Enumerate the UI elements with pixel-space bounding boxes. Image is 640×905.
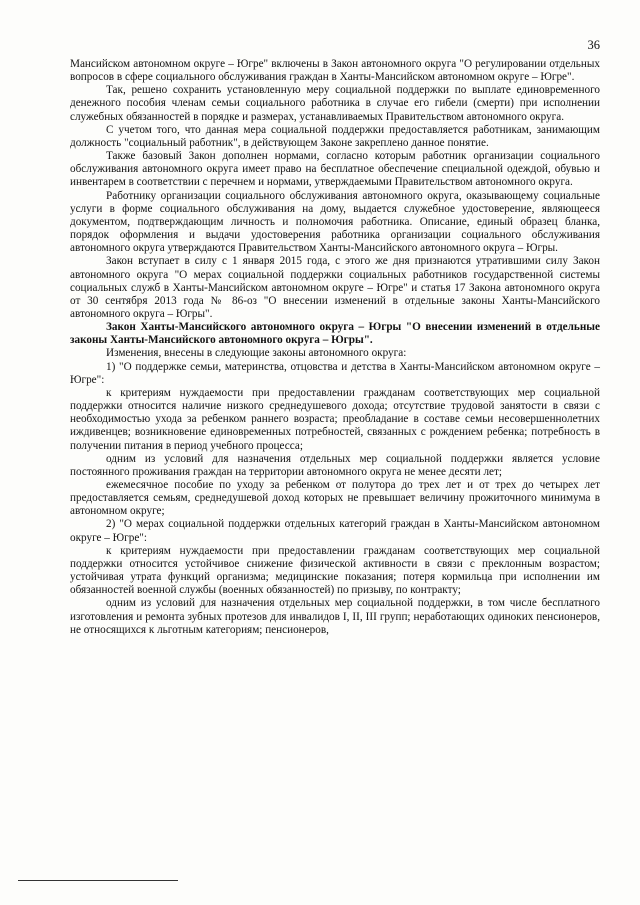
paragraph: С учетом того, что данная мера социальной поддержки предоставляется работникам, занимающим должность "социальный работник", в действующем Законе закреплено данное понятие. <box>70 123 600 149</box>
paragraph: одним из условий для назначения отдельных мер социальной поддержки является условие постоянного проживания граждан на территории автономного округа не менее десяти лет; <box>70 452 600 478</box>
list-item: 2) "О мерах социальной поддержки отдельных категорий граждан в Ханты-Мансийском автономном округе – Югре": <box>70 518 600 544</box>
paragraph: к критериям нуждаемости при предоставлении гражданам соответствующих мер социальной поддержки относится устойчивое снижение физической активности в связи с преклонным возрастом; устойчивая утрата функций организма; медицинские показания; потеря кормильца при исполнении им обязанностей военной службы (военных обязанностей) по призыву, по контракту; <box>70 544 600 597</box>
paragraph: ежемесячное пособие по уходу за ребенком от полутора до трех лет и от трех до четырех лет предоставляется семьям, среднедушевой доход которых не превышает величину прожиточного минимума в автономном округе; <box>70 479 600 518</box>
document-body <box>70 58 600 637</box>
paragraph: Мансийском автономном округе – Югре" включены в Закон автономного округа "О регулировании отдельных вопросов в сфере социального обслуживания граждан в Ханты-Мансийском автономном округе – Югре". <box>70 58 600 84</box>
paragraph: одним из условий для назначения отдельных мер социальной поддержки, в том числе бесплатного изготовления и ремонта зубных протезов для инвалидов I, II, III групп; неработающих одиноких пенсионеров, не относящихся к льготным категориям; пенсионеров, <box>70 597 600 636</box>
paragraph: Работнику организации социального обслуживания автономного округа, оказывающему социальные услуги в форме социального обслуживания на дому, выдается служебное удостоверение, являющееся документом, подтверждающим личность и полномочия работника. Описание, единый образец бланка, порядок оформления и выдачи удостоверения работника организации социального обслуживания автономного округа утверждаются Правительством Ханты-Мансийского автономного округа – Югры. <box>70 189 600 255</box>
page-number: 36 <box>587 38 600 52</box>
paragraph: Так, решено сохранить установленную меру социальной поддержки по выплате единовременного денежного пособия членам семьи социального работника в случае его гибели (смерти) при исполнении служебных обязанностей в порядке и размерах, устанавливаемых Правительством автономного округа. <box>70 84 600 123</box>
list-item: 1) "О поддержке семьи, материнства, отцовства и детства в Ханты-Мансийском автономном округе – Югре": <box>70 360 600 386</box>
paragraph: Также базовый Закон дополнен нормами, согласно которым работник организации социального обслуживания автономного округа имеет право на бесплатное обеспечение специальной одеждой, обувью и инвентарем в соответствии с перечнем и нормами, утверждаемыми Правительством автономного округа. <box>70 150 600 189</box>
footnote-divider <box>18 880 178 881</box>
section-heading: Закон Ханты-Мансийского автономного округа – Югры "О внесении изменений в отдельные законы Ханты-Мансийского автономного округа – Югры". <box>70 321 600 347</box>
paragraph: Изменения, внесены в следующие законы автономного округа: <box>106 347 407 360</box>
paragraph: Закон вступает в силу с 1 января 2015 года, с этого же дня признаются утратившими силу Закон автономного округа "О мерах социальной поддержки социальных работников государственной системы социальных служб в Ханты-Мансийском автономном округе – Югре" и статья 17 Закона автономного округа от 30 сентября 2013 года № 86-оз "О внесении изменений в отдельные законы Ханты-Мансийского автономного округа – Югры". <box>70 255 600 320</box>
paragraph: к критериям нуждаемости при предоставлении гражданам соответствующих мер социальной поддержки относится наличие низкого среднедушевого дохода; отсутствие трудовой занятости в связи с необходимостью ухода за ребенком раннего возраста; преобладание в составе семьи несовершеннолетних иждивенцев; возникновение единовременных потребностей, связанных с рождением ребенка; потребность в получении питания в период учебного процесса; <box>70 386 600 452</box>
